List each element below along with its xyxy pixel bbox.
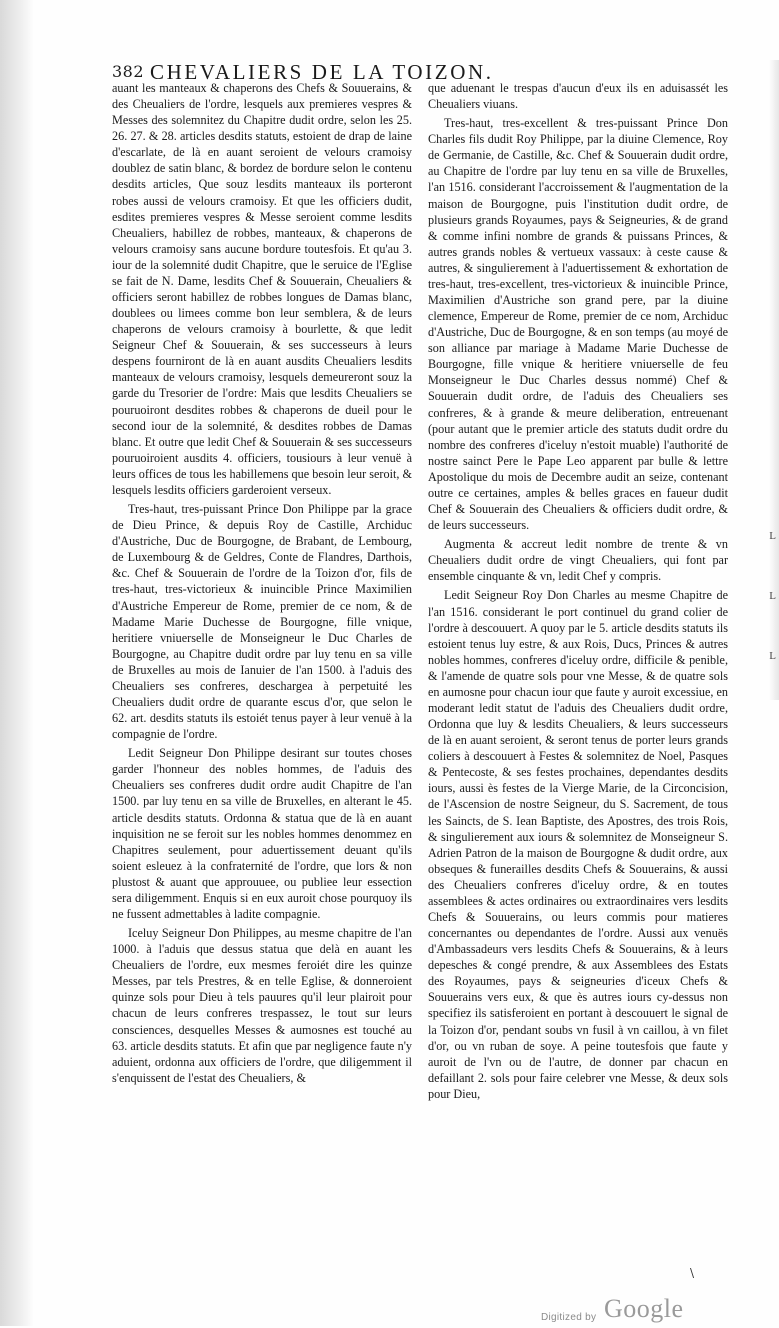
margin-mark: L (769, 590, 776, 602)
paragraph: Iceluy Seigneur Don Philippes, au mesme chapitre de l'an 1000. à l'aduis que dessus statua que delà en auant les Cheualiers de l'ordre, eux mesmes feroiét dire les quinze Messes, par tels Prestres, & en telle Eglise, & donneroient quinze sols pour Dieu à tels pauures qu'il leur plairoit pour chacun de leurs confreres trespassez, le tout sur leurs consciences, desquelles Messes & aumosnes est touché au 63. article desdits statuts. Et afin que par negligence faute n'y aduient, ordonna aux officiers de l'ordre, que diligemment il s'enquissent de l'estat des Cheualiers, & (112, 926, 412, 1085)
page-edge-shadow (769, 60, 779, 700)
paragraph: auant les manteaux & chaperons des Chefs & Souuerains, & des Cheualiers de l'ordre, lesquels aux premieres vespres & Messes des solemnitez du Chapitre dudit ordre, selon les 25. 26. 27. & 28. articles desdits statuts, estoient de drap de laine d'escarlate, de là en auant seroient de velours cramoisy doublez de satin blanc, & bordez de bordure selon le contenu desdits articles, Que souz lesdits manteaux ils porteront robes aussi de velours cramoisy. Et que les officiers dudit, esdites premieres vespres & Messe seroient comme lesdits Cheualiers, habillez de robbes, manteaux, & chaperons de velours cramoisy sans aucune bordure toutesfois. Et qu'au 3. iour de la solemnité dudit Chapitre, que le seruice de l'Eglise se fait de N. Dame, lesdits Chef & Souuerain, Cheualiers & officiers seront habillez de robbes longues de Damas blanc, doublees ou limees comme bon leur semblera, & de leurs chaperons de velours cramoisy à bourlette, & que ledit Seigneur Chef & Souuerain, & ses successeurs à leurs despens fourniront de là en auant ausdits Cheualiers lesdits manteaux de velours cramoisy, lesquels demeureront souz la garde du Tresorier de l'ordre: Mais que lesdits Cheualiers se pouruoiront desdites robbes & chaperons de dueil pour le second iour de la solemnité, & desdites robbes de Damas blanc. Et outre que ledit Chef & Souuerain & ses successeurs pouruoiroient ausdits 4. officiers, tousiours à leur venuë à leurs offices de tous les habillemens que besoin leur seroit, & lesquels lesdits officiers garderoient verseux. (112, 81, 412, 497)
digitized-watermark (541, 1294, 771, 1328)
left-column (112, 80, 412, 1086)
watermark-prefix: Digitized by (541, 1312, 597, 1323)
footer-mark: \ (690, 1266, 695, 1280)
paragraph: Ledit Seigneur Don Philippe desirant sur toutes choses garder l'honneur des nobles hommes, de l'aduis des Cheualiers ses confreres dudit ordre audit Chapitre de l'an 1500. par luy tenu en sa ville de Bruxelles, en alterant le 45. article desdits statuts. Ordonna & statua que de là en auant inquisition ne se feroit sur les nobles hommes denommez en Chapitres seulement, pour aduertissement deuant qu'ils soient esleuez à la confraternité de l'ordre, que lors & non plustost & auant que approuuee, ou publiee leur essection sera diligemment. Enquis si en eux auroit chose pourquoy ils ne fussent admettables à ladite compagnie. (112, 746, 412, 921)
running-title: CHEVALIERS DE LA TOIZON. (150, 60, 494, 84)
page-gutter-shadow (0, 0, 34, 1326)
paragraph: Tres-haut, tres-puissant Prince Don Philippe par la grace de Dieu Prince, & depuis Roy de Castille, Archiduc d'Austriche, Duc de Bourgogne, de Brabant, de Lembourg, de Luxembourg & de Geldres, Conte de Flandres, Darthois, &c. Chef & Souuerain de l'ordre de la Toizon d'or, fils de tres-haut, tres-victorieux & inuincible Prince Maximilien d'Austriche Empereur de Rome, premier de ce nom, & de Madame Marie Duchesse de Bourgogne, fille vnique, heritiere vniuerselle de Monseigneur le Duc Charles de Bourgogne, au Chapitre dudit ordre par luy tenu en sa ville de Bruxelles au mois de Ianuier de l'an 1500. à l'aduis des Cheualiers ses confreres, deschargea à perpetuité les Cheualiers dudit ordre de quarante escus d'or, que selon le 62. art. desdits statuts ils estoiét tenus payer à leur venuë à la compagnie de l'ordre. (112, 502, 412, 742)
margin-mark: L (769, 530, 776, 542)
paragraph: Tres-haut, tres-excellent & tres-puissant Prince Don Charles fils dudit Roy Philippe, par la diuine Clemence, Roy de Germanie, de Castille, &c. Chef & Souuerain dudit ordre, au Chapitre de l'ordre par luy tenu en sa ville de Bruxelles, l'an 1516. considerant l'accroissement & l'augmentation de la maison de Bourgogne, puis l'institution dudit ordre, de plusieurs grands Royaumes, pays & Seigneuries, & de grand & comme infini nombre de grands & puissans Princes, & autres grands nobles & vertueux vassaux: à ceste cause & autres, & singulierement à l'aduertissement & exhortation de tres-haut, tres-excellent, tres-victorieux & inuincible Prince, Maximilien d'Austriche son grand pere, par la diuine clemence, Empereur de Rome, premier de ce nom, Archiduc d'Austriche, Duc de Bourgogne, & en son temps (au moyé de son alliance par mariage à Madame Marie Duchesse de Bourgogne, fille vnique & heritiere vniuerselle de feu Monseigneur le Duc Charles dessus nommé) Chef & Souuerain dudit ordre, de l'aduis des Cheualiers ses confreres, & à grande & meure deliberation, entreuenant (pour autant que le premier article des statuts dudit ordre du nombre des confreres d'iceluy n'estoit muable) l'authorité de nostre sainct Pere le Pape Leo apparent par bulle & lettre Apostolique du mois de Decembre audit an seize, contenant outre ce certaines, amples & belles graces en faueur dudit Chef & Souuerain des Cheualiers & officiers dudit ordre, & de leurs successeurs. (428, 116, 728, 533)
margin-mark: L (769, 650, 776, 662)
paragraph: Ledit Seigneur Roy Don Charles au mesme Chapitre de l'an 1516. considerant le port continuel du grand colier de l'ordre à descouuert. A quoy par le 5. article desdits statuts ils estoient tenus luy estre, & aux Rois, Ducs, Princes & autres nobles hommes, confreres d'iceluy ordre, difficile & penible, & l'amende de quatre sols pour vne Messe, & de quatre sols en aumosne pour chacun iour que faute y auroit excessiue, en moderant ledit statut de l'aduis des Cheualiers dudit ordre, Ordonna que luy & lesdits Cheualiers, & leurs successeurs de là en auant seroient, & seront tenus de porter leurs grands coliers à descouuert à Festes & solemnitez de Noel, Pasques & Pentecoste, & ses festes prochaines, dependantes desdits iours, aussi ès festes de la Vierge Marie, de la Circoncision, de l'Ascension de nostre Seigneur, du S. Sacrement, de tous les Saincts, de S. Iean Baptiste, des Apostres, des trois Rois, & singulierement aux iours & solemnitez de Monseigneur S. Adrien Patron de la maison de Bourgogne & dudit ordre, aux obseques & funerailles desdits Chefs & Souuerains, & aussi des Cheualiers confreres d'iceluy ordre, & en toutes assemblees & actes ordinaires ou extraordinaires vers lesdits Chefs & Souuerains, ou leurs commis pour matieres concernantes ou dependantes de l'ordre. Aussi aux venuës d'Ambassadeurs vers lesdits Chefs & Souuerains, & à leurs depesches & congé prendre, & aux Assemblees des Estats des Royaumes, pays & seigneuries d'iceux Chefs & Souuerains vers eux, & que ès autres iours cy-dessus non specifiez ils satisferoient en portant à descouuert le signal de la Toizon d'or, pendant soubs vn fusil à vn caillou, à vn filet d'or, ou vn ruban de soye. A peine toutesfois que faute y auroit de l'vn ou de l'autre, de donner par chacun en defaillant 2. sols pour faire celebrer vne Messe, & deux sols pour Dieu, (428, 588, 728, 1101)
paragraph: que aduenant le trespas d'aucun d'eux ils en aduisassét les Cheualiers viuans. (428, 81, 728, 112)
page-number: 382 (112, 62, 145, 81)
watermark-logo: Google (604, 1294, 684, 1323)
paragraph: Augmenta & accreut ledit nombre de trente & vn Cheualiers dudit ordre de vingt Cheualiers, qui font par ensemble cinquante & vn, ledit Chef y compris. (428, 537, 728, 584)
right-column (428, 80, 728, 1102)
